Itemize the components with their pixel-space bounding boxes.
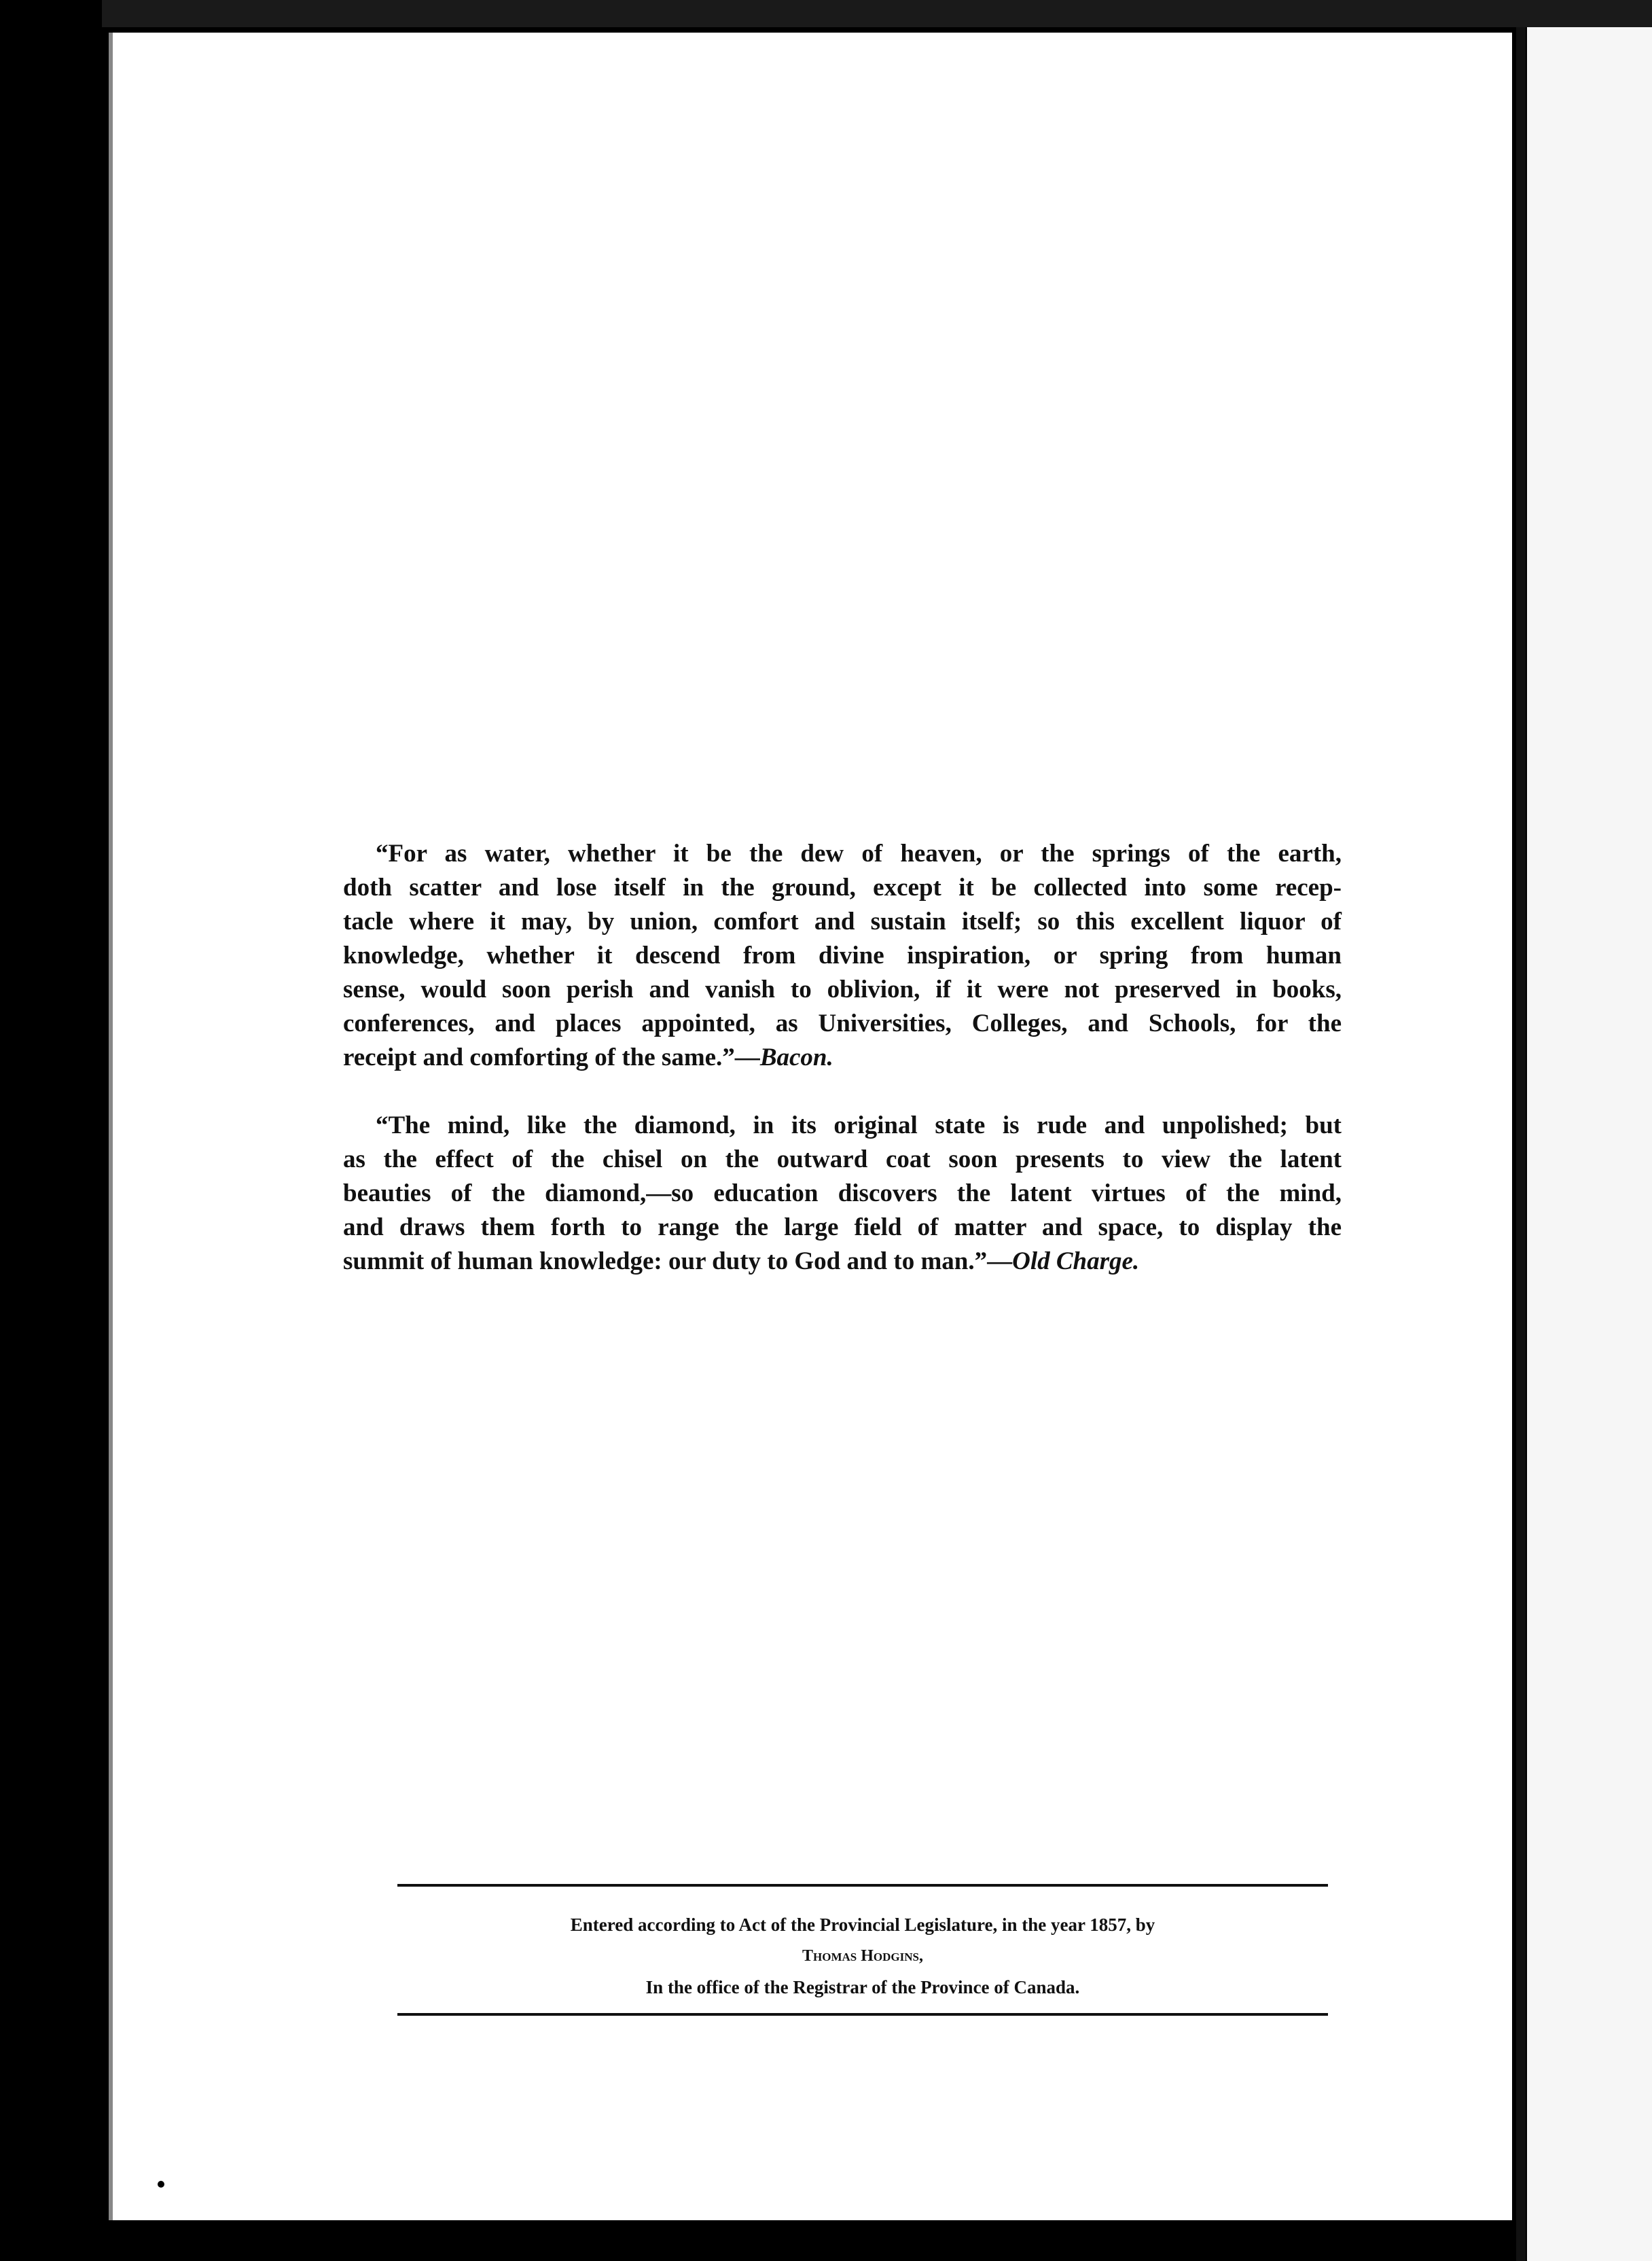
paragraph-gap [343, 1075, 1342, 1109]
quote-last-line [343, 1245, 1342, 1279]
quote-line-text: receipt and comforting of the same.”— [343, 1044, 760, 1071]
scan-speck [27, 673, 34, 679]
scan-speck [158, 2181, 164, 2188]
copyright-rule-bottom [397, 2013, 1328, 2016]
scan-speck [8, 421, 18, 447]
quote-line: “The mind, like the diamond, in its original state is rude and unpolished; but [376, 1111, 1342, 1139]
quote-line: doth scatter and lose itself in the ground, except it be collected into some recep- [343, 874, 1342, 902]
adjacent-page-edge [1527, 27, 1652, 2261]
quote-bacon [343, 837, 1342, 1075]
quote-line: beauties of the diamond,—so education discovers the latent virtues of the mind, [343, 1179, 1342, 1207]
quote-old-charge [343, 1109, 1342, 1279]
quote-line: as the effect of the chisel on the outward coat soon presents to view the latent [343, 1145, 1342, 1173]
copyright-line: In the office of the Registrar of the Province of Canada. [645, 1977, 1080, 1997]
quote-line: tacle where it may, by union, comfort and sustain itself; so this excellent liquor of [343, 908, 1342, 936]
copyright-notice [397, 1909, 1328, 2003]
quote-attribution: Old Charge. [1012, 1247, 1140, 1275]
copyright-line: Entered according to Act of the Provincial Legislature, in the year 1857, by [570, 1915, 1155, 1935]
quote-line: conferences, and places appointed, as Universities, Colleges, and Schools, for the [343, 1010, 1342, 1037]
quote-line: and draws them forth to range the large field of matter and space, to display the [343, 1213, 1342, 1241]
copyright-author: Thomas Hodgins, [802, 1947, 923, 1965]
page-gutter-shadow [1516, 27, 1526, 2261]
quote-line: sense, would soon perish and vanish to oblivion, if it were not preserved in books, [343, 976, 1342, 1003]
quote-line: knowledge, whether it descend from divine inspiration, or spring from human [343, 942, 1342, 969]
scan-top-border [102, 0, 1652, 27]
copyright-rule-top [397, 1884, 1328, 1887]
quote-line-text: summit of human knowledge: our duty to God and to man.”— [343, 1247, 1013, 1275]
quote-last-line [343, 1041, 1342, 1075]
quote-line: “For as water, whether it be the dew of heaven, or the springs of the earth, [376, 840, 1342, 868]
epigraph-quotes [343, 837, 1342, 1279]
quote-attribution: Bacon. [759, 1044, 833, 1071]
